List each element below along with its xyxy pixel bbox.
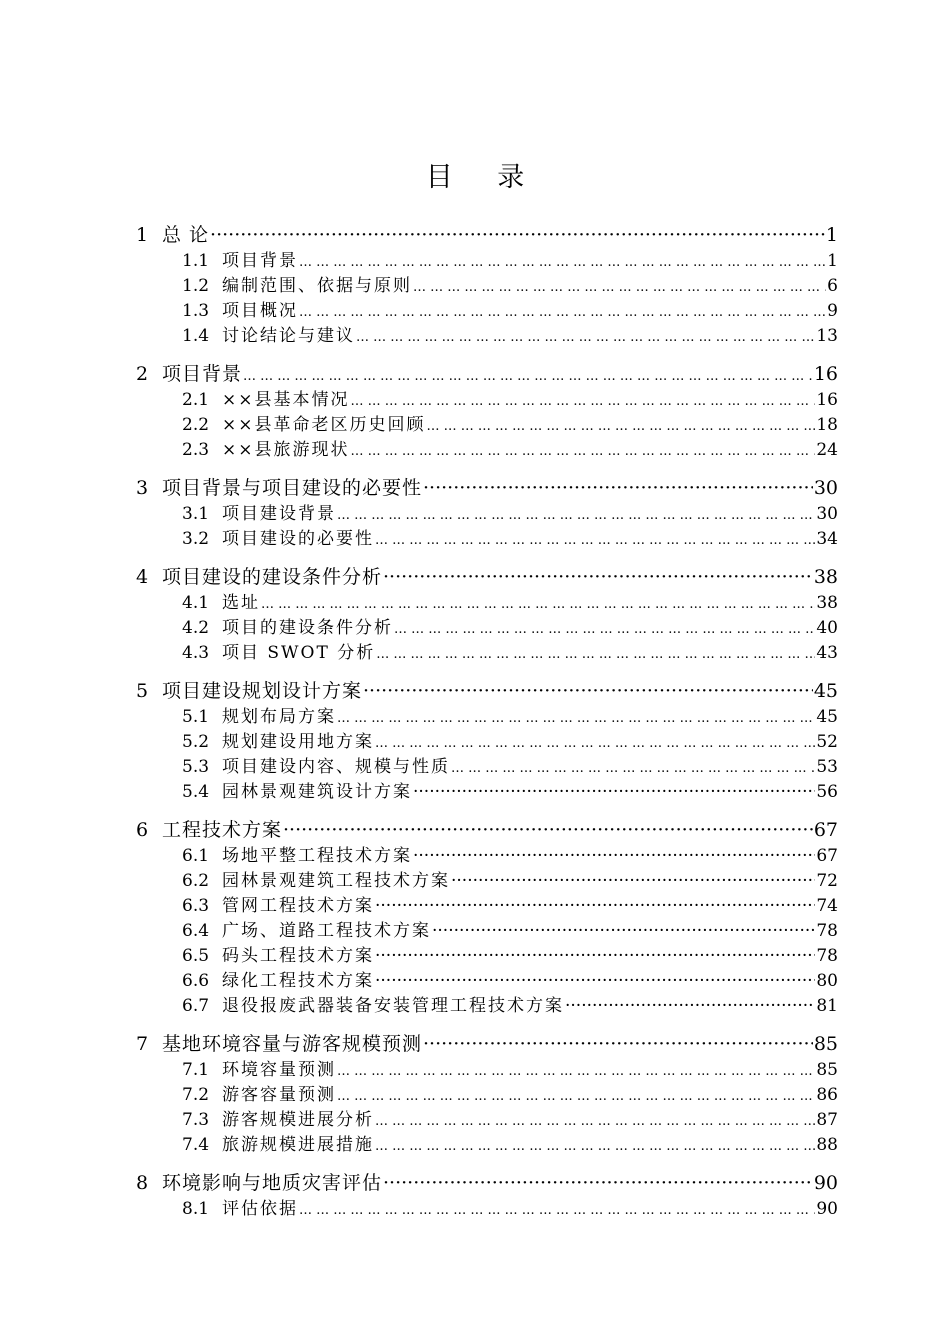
toc-leader-dots	[351, 438, 816, 464]
toc-page-number: 53	[816, 757, 838, 777]
toc-page-number: 85	[816, 1060, 838, 1080]
toc-chapter	[136, 817, 838, 1019]
toc-page-number: 38	[816, 593, 838, 613]
toc-leader-dots	[299, 299, 826, 325]
toc-page-number: 85	[813, 1033, 838, 1055]
toc-entry-title: 场地平整工程技术方案	[222, 846, 412, 866]
toc-entry-number: 8.1	[182, 1199, 210, 1219]
toc-entry-number: 6	[136, 819, 149, 841]
toc-entry-number: 6.3	[182, 896, 210, 916]
toc-entry-title: 旅游规模进展措施	[222, 1135, 374, 1155]
toc-leader-dots	[383, 564, 813, 591]
toc-entry-number: 4.3	[182, 643, 210, 663]
toc-entry-title: 绿化工程技术方案	[222, 971, 374, 991]
table-of-contents	[136, 222, 838, 1234]
toc-chapter-entry[interactable]	[136, 1170, 838, 1197]
toc-entry-number: 6.4	[182, 921, 210, 941]
toc-entry-title: 项目建设的必要性	[222, 529, 374, 549]
toc-section-entry[interactable]	[136, 1083, 838, 1108]
toc-entry-title: 项目建设的建设条件分析	[162, 566, 383, 588]
toc-entry-title: 退役报废武器装备安装管理工程技术方案	[222, 996, 564, 1016]
toc-page-number: 6	[827, 276, 838, 296]
toc-leader-dots	[413, 844, 815, 869]
toc-leader-dots	[423, 1031, 813, 1058]
toc-entry-number: 7.2	[182, 1085, 210, 1105]
toc-page-number: 18	[816, 415, 838, 435]
toc-leader-dots	[383, 1170, 813, 1197]
toc-section-entry[interactable]	[136, 844, 838, 869]
toc-entry-title: 环境影响与地质灾害评估	[162, 1172, 383, 1194]
toc-chapter	[136, 1170, 838, 1222]
toc-page-number: 67	[816, 846, 838, 866]
toc-section-entry[interactable]	[136, 1108, 838, 1133]
toc-section-entry[interactable]	[136, 413, 838, 438]
toc-entry-title: 环境容量预测	[222, 1060, 336, 1080]
toc-leader-dots	[375, 730, 815, 756]
toc-entry-number: 2.2	[182, 415, 210, 435]
toc-section-entry[interactable]	[136, 969, 838, 994]
toc-entry-title: 项目概况	[222, 301, 298, 321]
toc-entry-title: 基地环境容量与游客规模预测	[162, 1033, 423, 1055]
toc-entry-title: ××县基本情况	[222, 390, 350, 410]
toc-entry-title: 园林景观建筑工程技术方案	[222, 871, 450, 891]
toc-leader-dots	[356, 324, 815, 350]
toc-entry-title: ××县革命老区历史回顾	[222, 415, 426, 435]
toc-entry-number: 3	[136, 477, 149, 499]
toc-entry-title: 项目背景与项目建设的必要性	[162, 477, 423, 499]
toc-leader-dots	[394, 616, 815, 642]
toc-entry-title: 项目 SWOT 分析	[222, 643, 376, 663]
toc-leader-dots	[427, 413, 816, 439]
toc-entry-title: 评估依据	[222, 1199, 298, 1219]
toc-leader-dots	[565, 994, 815, 1019]
toc-leader-dots	[261, 591, 815, 617]
toc-entry-number: 6.5	[182, 946, 210, 966]
toc-section-entry[interactable]	[136, 274, 838, 299]
toc-leader-dots	[413, 780, 815, 805]
toc-section-entry[interactable]	[136, 780, 838, 805]
toc-chapter	[136, 222, 838, 349]
toc-entry-number: 6.2	[182, 871, 210, 891]
toc-page-number: 45	[813, 680, 838, 702]
toc-section-entry[interactable]	[136, 249, 838, 274]
toc-page-number: 16	[816, 390, 838, 410]
toc-entry-number: 7.3	[182, 1110, 210, 1130]
toc-leader-dots	[375, 894, 815, 919]
toc-chapter	[136, 564, 838, 666]
toc-leader-dots	[375, 527, 815, 553]
toc-chapter-entry[interactable]	[136, 817, 838, 844]
toc-chapter-entry[interactable]	[136, 222, 838, 249]
toc-page-number: 90	[813, 1172, 838, 1194]
toc-leader-dots	[423, 475, 813, 502]
toc-leader-dots	[375, 1108, 815, 1134]
toc-page-number: 87	[816, 1110, 838, 1130]
toc-entry-number: 4.2	[182, 618, 210, 638]
toc-section-entry[interactable]	[136, 299, 838, 324]
toc-leader-dots	[375, 1133, 815, 1159]
toc-page-number: 34	[816, 529, 838, 549]
toc-section-entry[interactable]	[136, 994, 838, 1019]
toc-entry-number: 2	[136, 363, 149, 385]
toc-chapter	[136, 1031, 838, 1158]
toc-entry-number: 7.1	[182, 1060, 210, 1080]
toc-chapter-entry[interactable]	[136, 475, 838, 502]
toc-page-number: 40	[816, 618, 838, 638]
toc-entry-title: 园林景观建筑设计方案	[222, 782, 412, 802]
toc-page-number: 1	[827, 251, 838, 271]
toc-entry-number: 5.3	[182, 757, 210, 777]
toc-section-entry[interactable]	[136, 730, 838, 755]
toc-entry-title: 讨论结论与建议	[222, 326, 355, 346]
toc-entry-number: 1	[136, 224, 149, 246]
toc-section-entry[interactable]	[136, 591, 838, 616]
toc-entry-title: 项目背景	[222, 251, 298, 271]
toc-section-entry[interactable]	[136, 641, 838, 666]
toc-page-number: 72	[816, 871, 838, 891]
toc-entry-number: 3.2	[182, 529, 210, 549]
toc-entry-title: 选址	[222, 593, 260, 613]
toc-section-entry[interactable]	[136, 1058, 838, 1083]
toc-entry-title: 游客容量预测	[222, 1085, 336, 1105]
toc-entry-number: 2.3	[182, 440, 210, 460]
toc-entry-number: 6.1	[182, 846, 210, 866]
toc-entry-number: 7	[136, 1033, 149, 1055]
toc-leader-dots	[451, 869, 815, 894]
toc-entry-title: 游客规模进展分析	[222, 1110, 374, 1130]
toc-page-number: 52	[816, 732, 838, 752]
toc-entry-title: 项目建设规划设计方案	[162, 680, 363, 702]
toc-leader-dots	[375, 969, 815, 994]
toc-entry-title: 项目背景	[162, 363, 243, 385]
toc-page-number: 86	[816, 1085, 838, 1105]
toc-entry-title: 项目建设内容、规模与性质	[222, 757, 450, 777]
toc-page-number: 67	[813, 819, 838, 841]
toc-page-number: 13	[816, 326, 838, 346]
toc-entry-number: 1.3	[182, 301, 210, 321]
toc-entry-number: 6.6	[182, 971, 210, 991]
toc-chapter	[136, 678, 838, 805]
toc-entry-number: 1.2	[182, 276, 210, 296]
toc-entry-title: 项目建设背景	[222, 504, 336, 524]
toc-entry-title: 广场、道路工程技术方案	[222, 921, 431, 941]
toc-leader-dots	[299, 249, 826, 275]
toc-entry-number: 6.7	[182, 996, 210, 1016]
toc-page-number: 1	[825, 224, 838, 246]
toc-chapter-entry[interactable]	[136, 564, 838, 591]
toc-section-entry[interactable]	[136, 388, 838, 413]
toc-page-number: 9	[827, 301, 838, 321]
toc-entry-title: 规划布局方案	[222, 707, 336, 727]
toc-leader-dots	[337, 1083, 815, 1109]
toc-section-entry[interactable]	[136, 944, 838, 969]
toc-section-entry[interactable]	[136, 502, 838, 527]
toc-page-number: 81	[816, 996, 838, 1016]
toc-section-entry[interactable]	[136, 616, 838, 641]
toc-leader-dots	[451, 755, 815, 781]
toc-chapter-entry[interactable]	[136, 678, 838, 705]
toc-chapter	[136, 361, 838, 463]
toc-section-entry[interactable]	[136, 1197, 838, 1222]
toc-entry-title: 码头工程技术方案	[222, 946, 374, 966]
toc-page-number: 90	[816, 1199, 838, 1219]
toc-leader-dots	[337, 502, 815, 528]
toc-leader-dots	[351, 388, 816, 414]
toc-entry-title: 管网工程技术方案	[222, 896, 374, 916]
toc-section-entry[interactable]	[136, 705, 838, 730]
toc-entry-title: 编制范围、依据与原则	[222, 276, 412, 296]
toc-section-entry[interactable]	[136, 919, 838, 944]
toc-chapter	[136, 475, 838, 552]
toc-entry-number: 2.1	[182, 390, 210, 410]
toc-page-number: 30	[816, 504, 838, 524]
toc-entry-title: 项目的建设条件分析	[222, 618, 393, 638]
toc-entry-number: 4.1	[182, 593, 210, 613]
toc-section-entry[interactable]	[136, 1133, 838, 1158]
toc-entry-number: 5.1	[182, 707, 210, 727]
toc-page-number: 45	[816, 707, 838, 727]
toc-leader-dots	[432, 919, 815, 944]
toc-entry-number: 7.4	[182, 1135, 210, 1155]
toc-entry-number: 5.4	[182, 782, 210, 802]
toc-entry-number: 3.1	[182, 504, 210, 524]
toc-entry-number: 5	[136, 680, 149, 702]
toc-entry-number: 1.1	[182, 251, 210, 271]
toc-page-number: 16	[813, 363, 838, 385]
toc-leader-dots	[413, 274, 826, 300]
toc-page-number: 24	[816, 440, 838, 460]
toc-leader-dots	[243, 361, 813, 390]
toc-leader-dots	[337, 705, 815, 731]
toc-entry-title: 总 论	[162, 224, 210, 246]
toc-leader-dots	[210, 222, 825, 249]
toc-leader-dots	[337, 1058, 815, 1084]
toc-entry-number: 5.2	[182, 732, 210, 752]
toc-leader-dots	[363, 678, 813, 705]
toc-page-number: 38	[813, 566, 838, 588]
toc-entry-number: 1.4	[182, 326, 210, 346]
toc-entry-title: 工程技术方案	[162, 819, 283, 841]
toc-leader-dots	[376, 641, 815, 667]
toc-section-entry[interactable]	[136, 324, 838, 349]
page-title: 目 录	[425, 162, 543, 193]
toc-page-number: 30	[813, 477, 838, 499]
toc-page-number: 43	[816, 643, 838, 663]
toc-page-number: 80	[816, 971, 838, 991]
toc-section-entry[interactable]	[136, 869, 838, 894]
toc-page-number: 78	[816, 921, 838, 941]
toc-leader-dots	[375, 944, 815, 969]
toc-chapter-entry[interactable]	[136, 361, 838, 388]
toc-chapter-entry[interactable]	[136, 1031, 838, 1058]
toc-page-number: 74	[816, 896, 838, 916]
toc-leader-dots	[299, 1197, 815, 1223]
toc-leader-dots	[283, 817, 813, 844]
toc-page-number: 78	[816, 946, 838, 966]
toc-section-entry[interactable]	[136, 527, 838, 552]
toc-section-entry[interactable]	[136, 894, 838, 919]
toc-entry-title: 规划建设用地方案	[222, 732, 374, 752]
toc-entry-title: ××县旅游现状	[222, 440, 350, 460]
toc-entry-number: 8	[136, 1172, 149, 1194]
toc-section-entry[interactable]	[136, 755, 838, 780]
toc-entry-number: 4	[136, 566, 149, 588]
toc-page-number: 88	[816, 1135, 838, 1155]
toc-page-number: 56	[816, 782, 838, 802]
toc-section-entry[interactable]	[136, 438, 838, 463]
